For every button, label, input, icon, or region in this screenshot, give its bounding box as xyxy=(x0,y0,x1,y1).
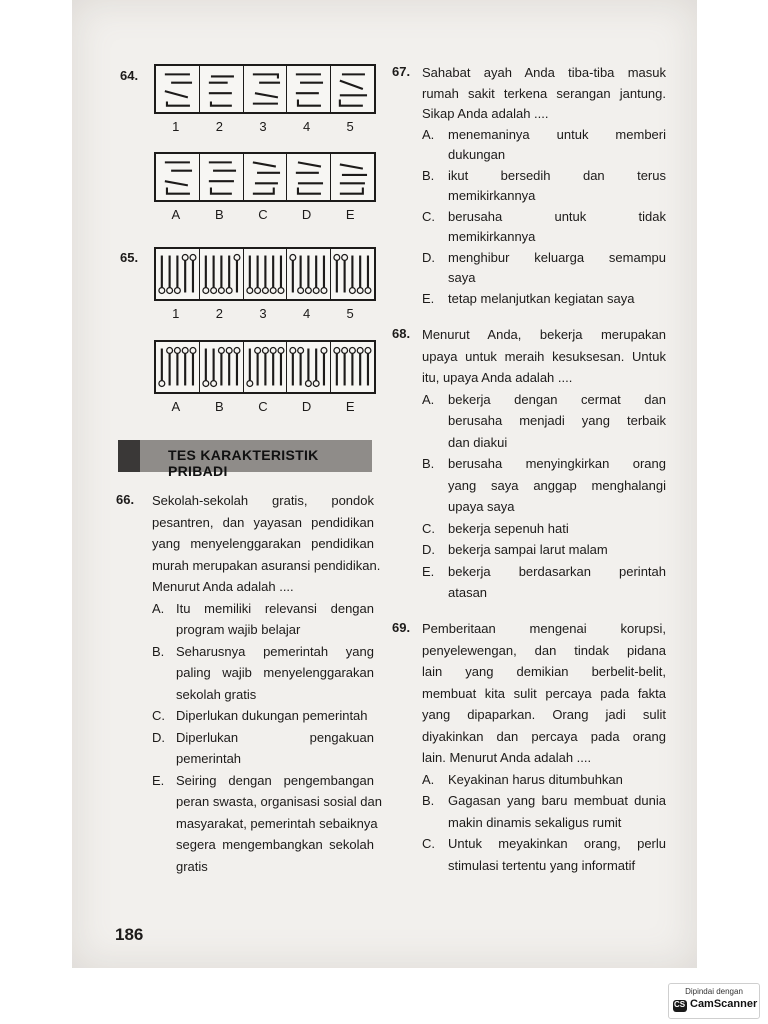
option-text-line: program wajib belajar xyxy=(176,622,301,637)
figure-label: 4 xyxy=(302,306,311,321)
question-stem-line: Menurut Anda, bekerja merupakan xyxy=(422,327,666,342)
figure-label: 3 xyxy=(259,119,267,134)
option-letter: E. xyxy=(152,772,165,788)
q64-answer-figure xyxy=(200,154,244,200)
option-text-line: makin dinamis sekaligus rumit xyxy=(448,814,622,830)
option-letter: E. xyxy=(422,290,435,306)
option-letter: A. xyxy=(152,600,165,616)
figure-label: 2 xyxy=(215,119,223,134)
q65-problem-labels xyxy=(154,306,372,321)
q65-problem-figure xyxy=(200,249,244,299)
figure-label: 1 xyxy=(172,306,180,321)
question-stem-line: rumah sakit terkena serangan jantung. xyxy=(422,85,666,101)
q64-problem-figure xyxy=(156,66,200,112)
question-stem-line: membuat kita sulit percaya pada fakta xyxy=(422,685,666,701)
q64-problem-figure xyxy=(244,66,288,112)
option-text-line: bekerja berdasarkan perintah xyxy=(448,563,666,579)
option-text-line: dan diakui xyxy=(448,434,508,450)
q65-problem-strip xyxy=(154,247,376,301)
question-stem-line: Sahabat ayah Anda tiba-tiba masuk xyxy=(422,65,666,80)
option-text-line: bekerja dengan cermat dan xyxy=(448,391,666,407)
option-text-line: saya xyxy=(448,270,476,285)
question-stem-line: itu, upaya Anda adalah .... xyxy=(422,370,573,385)
question-64-number: 64. xyxy=(120,68,139,83)
q64-problem-figure xyxy=(331,66,374,112)
option-text-line: gratis xyxy=(176,858,208,874)
camscanner-logo-icon xyxy=(673,1000,687,1012)
option-letter: C. xyxy=(422,520,435,536)
page-number: 186 xyxy=(115,925,144,944)
question-stem-line: upaya untuk meraih kesuksesan. Untuk xyxy=(422,348,666,364)
section-title: TES KARAKTERISTIK PRIBADI xyxy=(168,447,319,479)
question-69-number: 69. xyxy=(392,620,411,635)
question-stem-line: diyakinkan dan percaya pada orang xyxy=(422,728,666,744)
question-stem-line: murah merupakan asuransi pendidikan. xyxy=(152,557,381,573)
option-letter: D. xyxy=(422,542,435,557)
figure-label: 4 xyxy=(302,119,311,134)
question-68-number: 68. xyxy=(392,326,411,341)
figure-label: C xyxy=(258,207,268,222)
option-letter: D. xyxy=(422,249,435,265)
question-stem-line: pesantren, dan yayasan pendidikan xyxy=(152,514,374,530)
q65-problem-figure xyxy=(244,249,288,299)
figure-label: 1 xyxy=(172,119,180,134)
q64-answer-figure xyxy=(244,154,288,200)
figure-label: B xyxy=(215,399,224,414)
option-text-line: paling wajib menyelenggarakan xyxy=(176,665,374,680)
figure-label: A xyxy=(171,207,181,222)
question-stem-line: Menurut Anda adalah .... xyxy=(152,579,294,594)
option-letter: B. xyxy=(422,456,435,471)
question-stem-line: yang dipaparkan. Orang jadi sulit xyxy=(422,707,666,722)
question-stem-line: Pemberitaan mengenai korupsi, xyxy=(422,621,666,636)
option-text-line: Diperlukan dukungan pemerintah xyxy=(176,708,368,723)
figure-label: E xyxy=(345,399,355,414)
option-text-line: menghibur keluarga semampu xyxy=(448,249,666,265)
q65-answer-figure xyxy=(200,342,244,392)
q65-problem-figure xyxy=(331,249,374,299)
option-text-line: Seiring dengan pengembangan xyxy=(176,772,374,788)
q64-answer-figure xyxy=(156,154,200,200)
question-65-number: 65. xyxy=(120,250,139,265)
option-text-line: memikirkannya xyxy=(448,229,536,244)
option-letter: A. xyxy=(422,771,435,787)
question-stem-line: Sikap Anda adalah .... xyxy=(422,106,549,121)
option-text-line: segera mengembangkan sekolah xyxy=(176,837,374,852)
option-text-line: Gagasan yang baru membuat dunia xyxy=(448,793,666,808)
q65-problem-figure xyxy=(287,249,331,299)
figure-label: D xyxy=(301,207,312,222)
option-text-line: stimulasi tertentu yang informatif xyxy=(448,857,636,873)
option-text-line: atasan xyxy=(448,585,488,600)
book-page xyxy=(72,0,697,968)
option-letter: C. xyxy=(152,708,165,723)
option-text-line: pemerintah xyxy=(176,751,242,766)
option-text-line: ikut bersedih dan terus xyxy=(448,167,666,183)
q65-answer-figure xyxy=(331,342,374,392)
q65-answer-figure xyxy=(244,342,288,392)
figure-label: E xyxy=(345,207,355,222)
option-text-line: Keyakinan harus ditumbuhkan xyxy=(448,771,623,787)
watermark-caption: Dipindai dengan xyxy=(685,987,743,996)
option-text-line: memikirkannya xyxy=(448,188,536,203)
option-letter: C. xyxy=(422,208,435,224)
option-text-line: dukungan xyxy=(448,147,506,162)
option-text-line: Itu memiliki relevansi dengan xyxy=(176,600,374,616)
q64-problem-strip xyxy=(154,64,376,114)
q64-answer-strip xyxy=(154,152,376,202)
option-text-line: berusaha menjadi yang terbaik xyxy=(448,413,666,428)
option-letter: A. xyxy=(422,391,435,407)
q64-answer-figure xyxy=(287,154,331,200)
option-letter: B. xyxy=(422,793,435,808)
question-stem-line: penyelewengan, dan tindak pidana xyxy=(422,642,666,658)
figure-label: D xyxy=(301,399,312,414)
camscanner-watermark xyxy=(668,983,760,1019)
option-letter: E. xyxy=(422,563,435,579)
option-letter: A. xyxy=(422,126,435,142)
option-text-line: sekolah gratis xyxy=(176,686,257,702)
question-stem-line: lain yang demikian berbelit-belit, xyxy=(422,664,666,679)
option-text-line: berusaha untuk tidak xyxy=(448,208,666,224)
option-text-line: Seharusnya pemerintah yang xyxy=(176,643,374,659)
q65-answer-figure xyxy=(287,342,331,392)
question-66-number: 66. xyxy=(116,492,135,507)
question-stem-line: yang menyelenggarakan pendidikan xyxy=(152,536,374,551)
option-text-line: yang saya anggap menghalangi xyxy=(448,477,666,493)
figure-label: 2 xyxy=(215,306,223,321)
figure-label: A xyxy=(171,399,181,414)
option-letter: B. xyxy=(422,167,435,183)
option-text-line: tetap melanjutkan kegiatan saya xyxy=(448,290,635,306)
q64-problem-figure xyxy=(287,66,331,112)
question-67-number: 67. xyxy=(392,64,411,79)
option-text-line: Diperlukan pengakuan xyxy=(176,729,374,745)
question-stem-line: lain. Menurut Anda adalah .... xyxy=(422,750,592,765)
q64-answer-labels xyxy=(154,207,372,222)
q64-problem-figure xyxy=(200,66,244,112)
option-text-line: bekerja sampai larut malam xyxy=(448,542,608,557)
option-text-line: upaya saya xyxy=(448,499,515,514)
q65-answer-labels xyxy=(154,399,372,414)
option-text-line: menemaninya untuk memberi xyxy=(448,126,666,142)
q65-answer-strip xyxy=(154,340,376,394)
figure-label: 3 xyxy=(259,306,267,321)
question-stem-line: Sekolah-sekolah gratis, pondok xyxy=(152,493,374,508)
q64-answer-figure xyxy=(331,154,374,200)
figure-label: B xyxy=(215,207,224,222)
q65-answer-figure xyxy=(156,342,200,392)
figure-label: C xyxy=(258,399,268,414)
section-banner xyxy=(118,440,372,479)
option-text-line: bekerja sepenuh hati xyxy=(448,520,569,536)
option-text-line: peran swasta, organisasi sosial dan xyxy=(176,794,382,809)
q65-problem-figure xyxy=(156,249,200,299)
option-text-line: berusaha menyingkirkan orang xyxy=(448,456,666,471)
option-letter: D. xyxy=(152,729,165,745)
figure-label: 5 xyxy=(346,119,354,134)
option-text-line: masyarakat, pemerintah sebaiknya xyxy=(176,815,378,831)
option-text-line: Untuk meyakinkan orang, perlu xyxy=(448,836,666,851)
option-letter: B. xyxy=(152,643,165,659)
watermark-brand: CamScanner xyxy=(690,998,758,1010)
q64-problem-labels xyxy=(154,119,372,134)
figure-label: 5 xyxy=(346,306,354,321)
option-letter: C. xyxy=(422,836,435,851)
